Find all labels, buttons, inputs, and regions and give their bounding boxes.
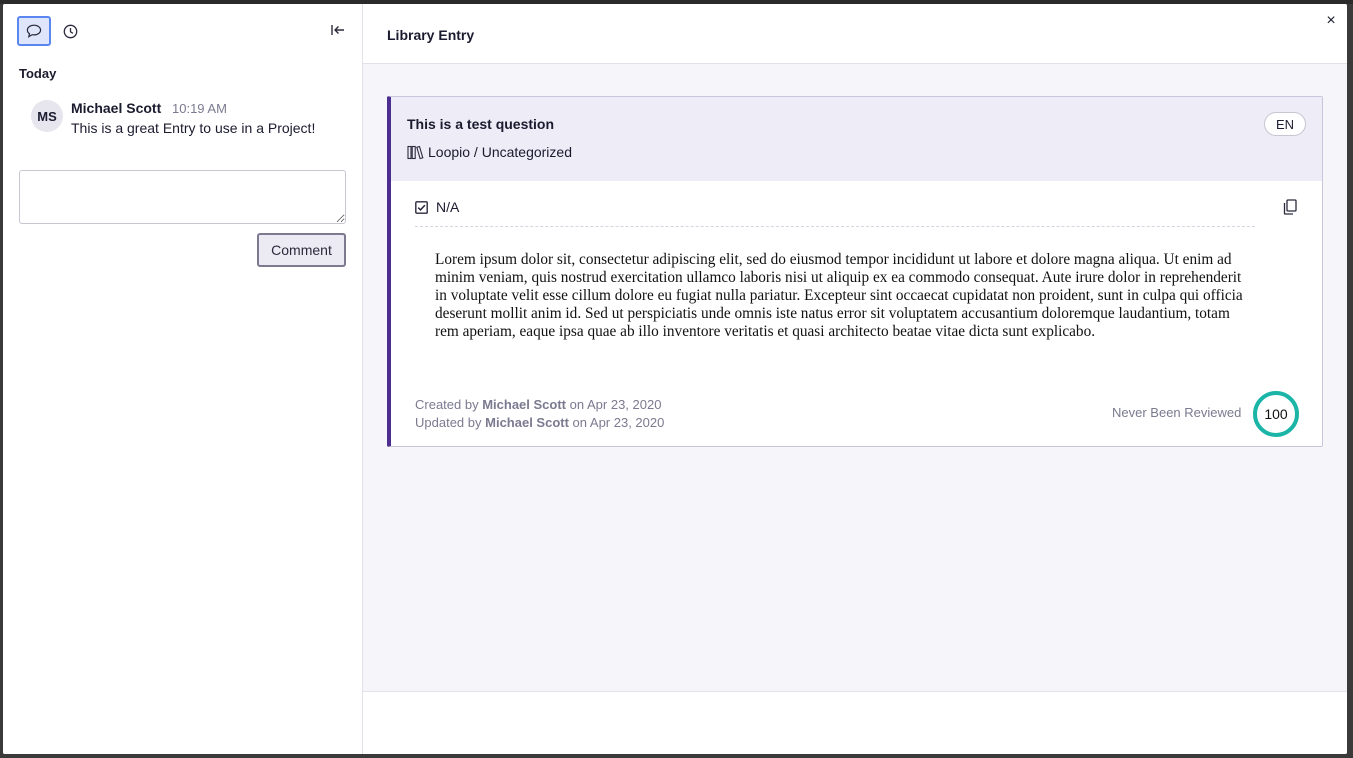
- answer-option-label: N/A: [436, 199, 460, 215]
- checkbox-checked-icon[interactable]: [415, 201, 428, 214]
- answer-text: Lorem ipsum dolor sit, consectetur adipiscing elit, sed do eiusmod tempor incididunt ut labore et dolore magna aliqua. Ut enim ad minim veniam, quis nostrud exercitation ullamco laboris nisi ut aliquip ex ea commodo consequat. Aute irure dolor in reprehenderit in voluptate velit esse cillum dolore eu fugiat nulla pariatur. Excepteur sint occaecat cupidatat non proident, sunt in culpa qui officia deserunt mollit anim id. Sed ut perspiciatis unde omnis iste natus error sit voluptatem accusantium doloremque laudantium, totam rem aperiam, eaque ipsa quae ab illo inventore veritatis et quasi architecto beatae vitae dicta sunt explicabo.: [435, 251, 1243, 340]
- library-books-icon: [407, 145, 424, 160]
- entry-meta: [415, 396, 664, 432]
- created-prefix: Created by: [415, 397, 479, 412]
- comment-submit-button[interactable]: Comment: [257, 233, 346, 267]
- review-status: Never Been Reviewed: [1112, 405, 1242, 420]
- entry-detail-panel: [363, 4, 1347, 754]
- created-date: on Apr 23, 2020: [569, 397, 662, 412]
- header: [363, 4, 1347, 64]
- collapse-panel-button[interactable]: [325, 18, 351, 42]
- library-entry-card: [387, 96, 1323, 447]
- clock-icon: [63, 24, 78, 39]
- comment-time: 10:19 AM: [172, 101, 227, 116]
- entry-card-header: [391, 97, 1322, 181]
- created-by: Michael Scott: [482, 397, 567, 412]
- history-tab[interactable]: [53, 16, 87, 46]
- comment-author: Michael Scott: [71, 100, 162, 116]
- comments-panel: [3, 4, 363, 754]
- updated-prefix: Updated by: [415, 415, 482, 430]
- answer-option-row: [415, 198, 1255, 227]
- page-title: Library Entry: [387, 27, 475, 43]
- footer: [363, 691, 1347, 754]
- comment-input[interactable]: [19, 170, 346, 224]
- language-badge[interactable]: EN: [1264, 112, 1306, 136]
- library-entry-modal: [3, 4, 1347, 754]
- close-button[interactable]: [1320, 10, 1342, 32]
- breadcrumb-path[interactable]: Loopio / Uncategorized: [428, 144, 572, 160]
- updated-line: [415, 414, 664, 432]
- comment-group-label: Today: [19, 66, 57, 81]
- breadcrumb: [407, 144, 572, 160]
- created-line: [415, 396, 664, 414]
- close-icon: ×: [1326, 12, 1336, 29]
- entry-body: [363, 64, 1347, 691]
- entry-question: This is a test question: [407, 116, 555, 132]
- comment-text: This is a great Entry to use in a Project!: [71, 120, 316, 136]
- comment-item: [31, 100, 351, 144]
- updated-date: on Apr 23, 2020: [572, 415, 665, 430]
- collapse-left-icon: [330, 23, 346, 37]
- entry-score[interactable]: 100: [1253, 391, 1299, 437]
- comments-tab[interactable]: [17, 16, 51, 46]
- updated-by: Michael Scott: [485, 415, 569, 430]
- copy-button[interactable]: [1281, 198, 1299, 216]
- speech-bubble-icon: [26, 24, 42, 38]
- copy-icon: [1283, 199, 1297, 215]
- avatar: MS: [31, 100, 63, 132]
